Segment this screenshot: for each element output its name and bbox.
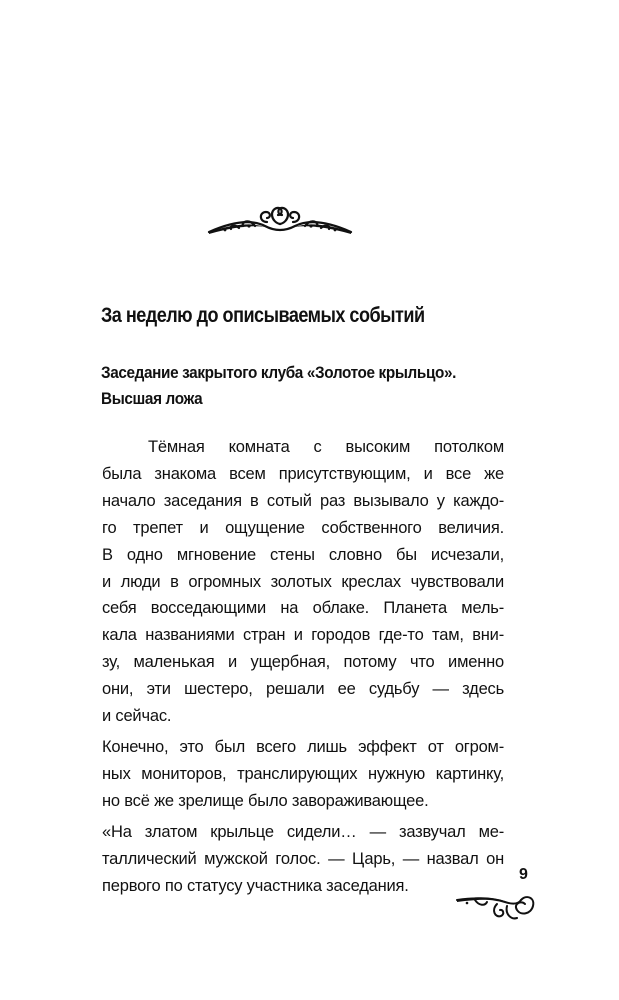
text-line: Тёмная комната с высоким потолком bbox=[148, 438, 504, 456]
section-subtitle bbox=[101, 360, 456, 412]
text-line: и люди в огромных золотых креслах чувствовали bbox=[102, 572, 504, 591]
text-line: зу, маленькая и ущербная, потому что именно bbox=[102, 653, 504, 672]
text-line: го трепет и ощущение собственного величия. bbox=[102, 518, 504, 537]
text-line: но всё же зрелище было завораживающее. bbox=[102, 791, 429, 810]
ornamental-divider-icon bbox=[205, 196, 355, 240]
text-line: была знакома всем присутствующим, и все же bbox=[102, 464, 504, 483]
text-line: первого по статусу участника заседания. bbox=[102, 876, 409, 895]
chapter-title: За неделю до описываемых событий bbox=[101, 304, 425, 327]
body-text bbox=[102, 434, 504, 903]
text-line: себя восседающими на облаке. Планета мель- bbox=[102, 599, 504, 618]
paragraph bbox=[102, 734, 504, 815]
text-line: ных мониторов, транслирующих нужную картинку, bbox=[102, 764, 504, 783]
text-line: они, эти шестеро, решали ее судьбу — здесь bbox=[102, 680, 504, 699]
text-line: В одно мгновение стены словно бы исчезали, bbox=[102, 545, 504, 564]
subtitle-line: Высшая ложа bbox=[101, 389, 203, 408]
text-line: начало заседания в сотый раз вызывало у каждо- bbox=[102, 491, 504, 510]
subtitle-line: Заседание закрытого клуба «Золотое крыльцо». bbox=[101, 363, 457, 382]
paragraph bbox=[102, 434, 504, 730]
text-line: таллический мужской голос. — Царь, — назвал он bbox=[102, 849, 504, 868]
corner-flourish-icon bbox=[455, 890, 537, 924]
text-line: Конечно, это был всего лишь эффект от огром- bbox=[102, 737, 504, 756]
paragraph bbox=[102, 819, 504, 900]
text-line: «На златом крыльце сидели… — зазвучал ме- bbox=[102, 822, 504, 841]
text-line: и сейчас. bbox=[102, 707, 172, 726]
text-line: кала названиями стран и городов где-то там, вни- bbox=[102, 626, 504, 645]
page-number: 9 bbox=[519, 866, 528, 883]
